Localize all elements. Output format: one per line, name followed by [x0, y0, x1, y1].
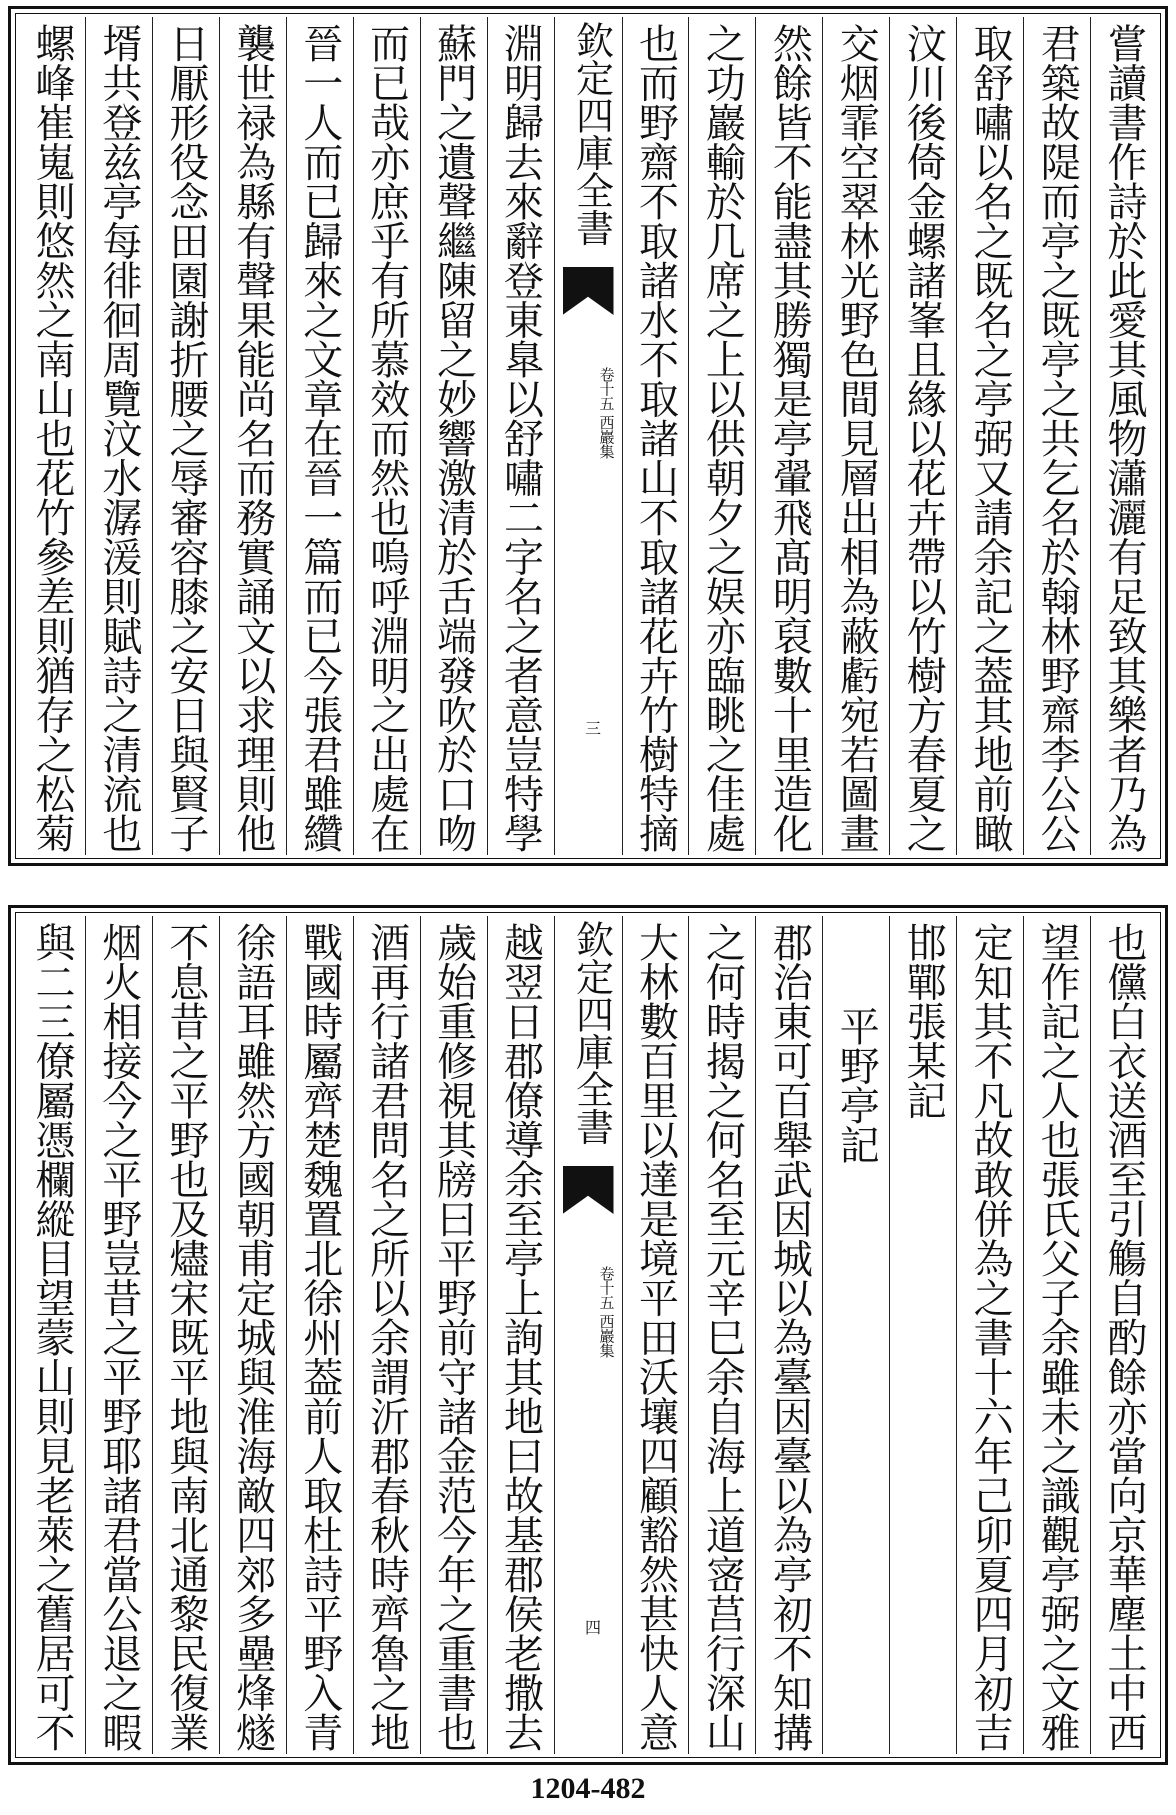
spine-title: 欽定四庫全書 [569, 920, 614, 1145]
author-signature-column: 邯鄲張某記 [889, 916, 956, 1754]
text-column: 酒再行諸君問名之所以余謂沂郡春秋時齊魯之地 [353, 916, 420, 1754]
text-column: 晉一人而已歸來之文章在晉一篇而已今張君雖纘 [286, 17, 353, 855]
text-column: 也儻白衣送酒至引觴自酌餘亦當向京華塵土中西 [1090, 916, 1157, 1754]
spine-center-column [554, 17, 622, 855]
text-column: 交烟霏空翠林光野色間見層出相為蔽虧宛若圖畫 [822, 17, 889, 855]
text-column: 然餘皆不能盡其勝獨是亭翬飛髙明裒數十里造化 [755, 17, 822, 855]
text-column: 汶川後倚金螺諸峯且緣以花卉帶以竹樹方春夏之 [889, 17, 956, 855]
text-column: 之功巖輸於几席之上以供朝夕之娱亦臨眺之佳處 [688, 17, 755, 855]
essay-title-column: 平野亭記 [822, 916, 889, 1754]
spine-volume [561, 367, 616, 458]
bottom-page [8, 905, 1168, 1765]
text-column: 越翌日郡僚導余至亭上詢其地曰故基郡侯老撒去 [487, 916, 554, 1754]
text-column: 嘗讀書作詩於此愛其風物瀟灑有足致其樂者乃為 [1090, 17, 1157, 855]
spine-title: 欽定四庫全書 [569, 21, 614, 246]
text-column: 與二三僚屬憑欄縱目望蒙山則見老萊之舊居可不 [28, 922, 75, 1752]
text-column: 歲始重修視其牓曰平野前守諸金范今年之重書也 [420, 916, 487, 1754]
bottom-page-columns [19, 916, 1157, 1754]
page-code-footer: 1204-482 [530, 1772, 646, 1805]
text-column: 君築故隄而亭之既亭之共乞名於翰林野齋李公公 [1023, 17, 1090, 855]
spine-volume [561, 1266, 616, 1357]
text-column: 取舒嘯以名之既名之亭弼又請余記之葢其地前瞰 [956, 17, 1023, 855]
text-column: 襲世禄為縣有聲果能尚名而務實誦文以求理則他 [219, 17, 286, 855]
top-page [8, 6, 1168, 866]
text-column: 不息昔之平野也及燼宋既平地與南北通黎民復業 [152, 916, 219, 1754]
text-column: 定知其不凡故敢併為之書十六年己卯夏四月初吉 [956, 916, 1023, 1754]
text-column: 淵明歸去來辭登東臯以舒嘯二字名之者意豈特學 [487, 17, 554, 855]
fishtail-ornament-icon [563, 267, 614, 315]
text-column: 壻共登兹亭每徘徊周覽汶水潺湲則賦詩之清流也 [85, 17, 152, 855]
spine-center-column [554, 916, 622, 1754]
spine-book-title: 西巖集 [597, 414, 616, 458]
text-column: 大林數百里以達是境平田沃壤四顧豁然甚快人意 [622, 916, 689, 1754]
text-column: 徐語耳雖然方國朝甫定城與淮海敵四郊多壘烽燧 [219, 916, 286, 1754]
spine-page-number: 三 [582, 719, 602, 735]
text-column: 蘇門之遺聲繼陳留之妙響激清於舌端發吹於口吻 [420, 17, 487, 855]
spine-page-number: 四 [582, 1618, 602, 1634]
text-column: 望作記之人也張氏父子余雖未之識觀亭弼之文雅 [1023, 916, 1090, 1754]
text-column: 之何時揭之何名至元辛巳余自海上道宻莒行深山 [688, 916, 755, 1754]
top-page-columns [19, 17, 1157, 855]
text-column: 烟火相接今之平野豈昔之平野耶諸君當公退之暇 [85, 916, 152, 1754]
spine-book-title: 西巖集 [597, 1313, 616, 1357]
text-column: 也而野齋不取諸水不取諸山不取諸花卉竹樹特摘 [622, 17, 689, 855]
spine-juan: 卷十五 [597, 1266, 616, 1310]
fishtail-ornament-icon [563, 1166, 614, 1214]
text-column: 日厭形役念田園謝折腰之辱審容膝之安日與賢子 [152, 17, 219, 855]
spine-juan: 卷十五 [597, 367, 616, 411]
text-column: 而已哉亦庶乎有所慕效而然也嗚呼淵明之出處在 [353, 17, 420, 855]
text-column: 螺峰崔嵬則悠然之南山也花竹參差則猶存之松菊 [28, 23, 75, 853]
text-column: 郡治東可百舉武因城以為臺因臺以為亭初不知搆 [755, 916, 822, 1754]
text-column: 戰國時屬齊楚魏置北徐州葢前人取杜詩平野入青 [286, 916, 353, 1754]
